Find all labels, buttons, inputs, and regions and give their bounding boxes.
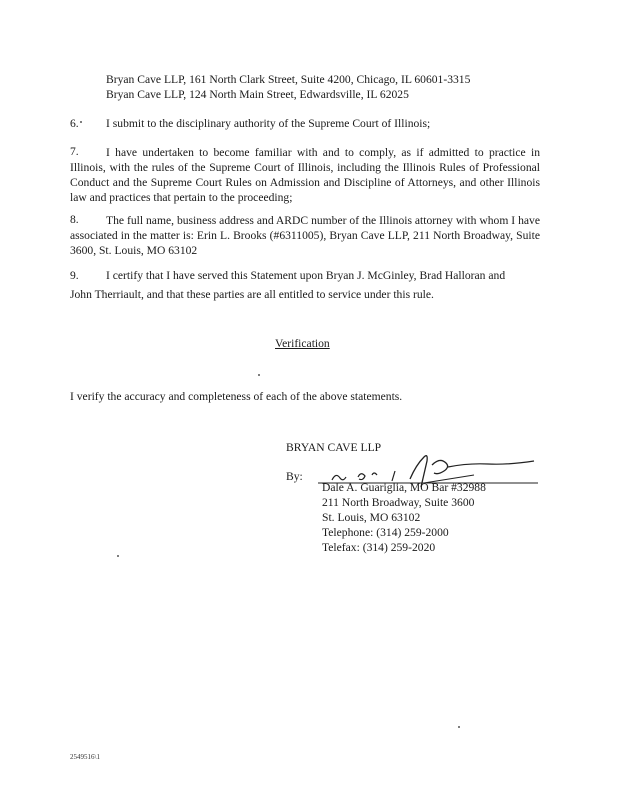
- paragraph-number: 9.: [70, 269, 79, 282]
- paragraph-text-line-2: John Therriault, and that these parties are all entitled to service under this rule.: [70, 288, 434, 301]
- paragraph-text-line-1: I certify that I have served this Statement upon Bryan J. McGinley, Brad Halloran and: [106, 269, 506, 282]
- address-chicago: Bryan Cave LLP, 161 North Clark Street, Suite 4200, Chicago, IL 60601-3315: [106, 73, 471, 86]
- by-label: By:: [286, 470, 303, 483]
- signer-name: Dale A. Guariglia, MO Bar #32988: [322, 481, 486, 494]
- document-code: 2549516\1: [70, 753, 100, 761]
- address-edwardsville: Bryan Cave LLP, 124 North Main Street, Edwardsville, IL 62025: [106, 88, 409, 101]
- signer-street: 211 North Broadway, Suite 3600: [322, 496, 475, 509]
- signer-telephone: Telephone: (314) 259-2000: [322, 526, 449, 539]
- paragraph-text: The full name, business address and ARDC number of the Illinois attorney with whom I have associated in the matter is: Erin L. Brooks (#6311005), Bryan Cave LLP, 211 North Broadway, Suite 3600, St. Louis, MO 63102: [70, 214, 540, 257]
- paragraph-text: I submit to the disciplinary authority of the Supreme Court of Illinois;: [106, 117, 431, 130]
- verification-heading: Verification: [275, 337, 330, 350]
- firm-name: BRYAN CAVE LLP: [286, 441, 382, 454]
- signer-city: St. Louis, MO 63102: [322, 511, 421, 524]
- scan-speck: [458, 726, 460, 728]
- signer-telefax: Telefax: (314) 259-2020: [322, 541, 436, 554]
- paragraph-text: I have undertaken to become familiar with and to comply, as if admitted to practice in Illinois, with the rules of the Supreme Court of Illinois, including the Illinois Rules of Professional Conduct and the Supreme Court Rules on Admission and Discipline of Attorneys, and other Illinois law and practices that pertain to the proceeding;: [70, 146, 540, 204]
- scan-speck: [258, 374, 260, 376]
- paragraph-number: 8.: [70, 213, 79, 226]
- verification-statement: I verify the accuracy and completeness of each of the above statements.: [70, 390, 403, 403]
- paragraph-number: 6.: [70, 117, 79, 130]
- paragraph-number: 7.: [70, 145, 79, 158]
- scan-speck: [80, 121, 82, 123]
- scan-speck: [117, 555, 119, 557]
